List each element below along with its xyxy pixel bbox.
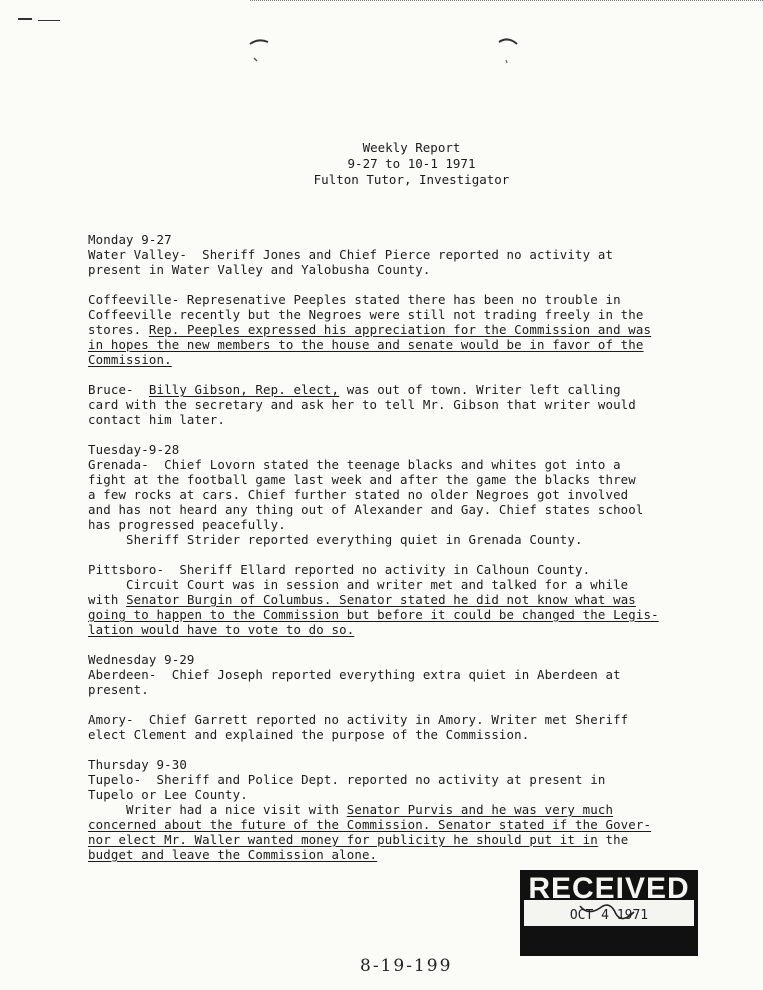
report-line <box>88 457 658 472</box>
report-line <box>88 487 658 502</box>
report-line <box>88 472 658 487</box>
line-text: a few rocks at cars. Chief further stated no older Negroes got involved <box>88 487 629 502</box>
report-entry <box>88 712 658 742</box>
line-text: elect Clement and explained the purpose of the Commission. <box>88 727 530 742</box>
report-line <box>88 337 658 352</box>
underlined-text: going to happen to the Commission but before it could be changed the Legis- <box>88 607 659 622</box>
line-text: Amory- Chief Garrett reported no activity in Amory. Writer met Sheriff <box>88 712 629 727</box>
report-line <box>88 517 658 532</box>
stamp-word: RECEIVED <box>528 872 690 905</box>
report-entry <box>88 562 658 637</box>
line-text: with <box>88 592 127 607</box>
punch-mark-right <box>496 34 522 66</box>
report-line <box>88 622 658 637</box>
report-line <box>88 727 658 742</box>
scan-mark <box>18 18 32 20</box>
line-text: Aberdeen- Chief Joseph reported everything extra quiet in Aberdeen at <box>88 667 621 682</box>
line-text: Thursday 9-30 <box>88 757 187 772</box>
report-line <box>88 712 658 727</box>
line-text: Coffeeville recently but the Negroes were still not trading freely in the <box>88 307 644 322</box>
line-text: Monday 9-27 <box>88 232 172 247</box>
report-line <box>88 832 658 847</box>
line-text: Tupelo or Lee County. <box>88 787 248 802</box>
report-entry <box>88 757 658 862</box>
report-line <box>88 412 658 427</box>
line-text: Tuesday-9-28 <box>88 442 180 457</box>
report-line <box>88 592 658 607</box>
report-line <box>88 262 658 277</box>
line-text: present in Water Valley and Yalobusha County. <box>88 262 431 277</box>
report-line <box>88 502 658 517</box>
report-entry <box>88 232 658 277</box>
underlined-text: Billy Gibson, Rep. elect, <box>148 382 340 397</box>
report-line <box>88 382 658 397</box>
line-text: Bruce- <box>88 382 149 397</box>
report-line <box>88 292 658 307</box>
report-line <box>88 307 658 322</box>
line-text: Wednesday 9-29 <box>88 652 195 667</box>
report-line <box>88 247 658 262</box>
report-line <box>88 667 658 682</box>
line-text: contact him later. <box>88 412 225 427</box>
line-text: fight at the football game last week and after the game the blacks threw <box>88 472 636 487</box>
report-line <box>88 772 658 787</box>
report-line <box>88 757 658 772</box>
report-header <box>0 140 763 188</box>
underlined-text: Rep. Peeples expressed his appreciation for the Commission and was <box>148 322 652 337</box>
received-stamp <box>520 870 698 956</box>
report-line <box>88 577 658 592</box>
report-line <box>88 562 658 577</box>
report-line <box>88 352 658 367</box>
report-line <box>88 397 658 412</box>
scan-mark <box>38 20 60 21</box>
punch-mark-left <box>246 36 272 66</box>
line-text: Pittsboro- Sheriff Ellard reported no activity in Calhoun County. <box>88 562 591 577</box>
underlined-text: nor elect Mr. Waller wanted money for publicity he should put it in <box>88 832 598 847</box>
report-entry <box>88 652 658 697</box>
line-text: Sheriff Strider reported everything quiet in Grenada County. <box>88 532 583 547</box>
scan-edge-line <box>250 0 763 4</box>
stamp-date: OCT 4 1971 <box>569 908 649 923</box>
underlined-text: budget and leave the Commission alone. <box>88 847 378 862</box>
line-text: Circuit Court was in session and writer met and talked for a while <box>88 577 629 592</box>
report-line <box>88 787 658 802</box>
line-text: present. <box>88 682 149 697</box>
report-body <box>88 232 658 877</box>
line-text: card with the secretary and ask her to tell Mr. Gibson that writer would <box>88 397 636 412</box>
line-text: Water Valley- Sheriff Jones and Chief Pierce reported no activity at <box>88 247 614 262</box>
report-line <box>88 532 658 547</box>
report-line <box>88 802 658 817</box>
handwritten-note: 8-19-199 <box>360 956 453 976</box>
line-text: Grenada- Chief Lovorn stated the teenage blacks and whites got into a <box>88 457 621 472</box>
underlined-text: lation would have to vote to do so. <box>88 622 355 637</box>
report-line <box>88 322 658 337</box>
line-text: has progressed peacefully. <box>88 517 286 532</box>
underlined-text: Senator Purvis and he was very much <box>346 802 614 817</box>
report-line <box>88 682 658 697</box>
line-text: Writer had a nice visit with <box>88 802 347 817</box>
report-line <box>88 607 658 622</box>
report-line <box>88 442 658 457</box>
line-text: Coffeeville- Represenative Peeples stated there has been no trouble in <box>88 292 621 307</box>
report-entry <box>88 442 658 547</box>
underlined-text: concerned about the future of the Commission. Senator stated if the Gover- <box>88 817 652 832</box>
underlined-text: Senator Burgin of Columbus. Senator stated he did not know what was <box>126 592 636 607</box>
report-line <box>88 847 658 862</box>
report-dates: 9-27 to 10-1 1971 <box>347 156 476 171</box>
line-text: was out of town. Writer left calling <box>339 382 621 397</box>
line-text: the <box>597 832 629 847</box>
report-title: Weekly Report <box>362 140 461 155</box>
report-entry <box>88 382 658 427</box>
report-author: Fulton Tutor, Investigator <box>313 172 510 187</box>
line-text: stores. <box>88 322 149 337</box>
underlined-text: in hopes the new members to the house and senate would be in favor of the <box>88 337 644 352</box>
line-text: Tupelo- Sheriff and Police Dept. reported no activity at present in <box>88 772 606 787</box>
report-entry <box>88 292 658 367</box>
underlined-text: Commission. <box>88 352 172 367</box>
report-line <box>88 652 658 667</box>
report-line <box>88 232 658 247</box>
report-line <box>88 817 658 832</box>
line-text: and has not heard any thing out of Alexander and Gay. Chief states school <box>88 502 644 517</box>
